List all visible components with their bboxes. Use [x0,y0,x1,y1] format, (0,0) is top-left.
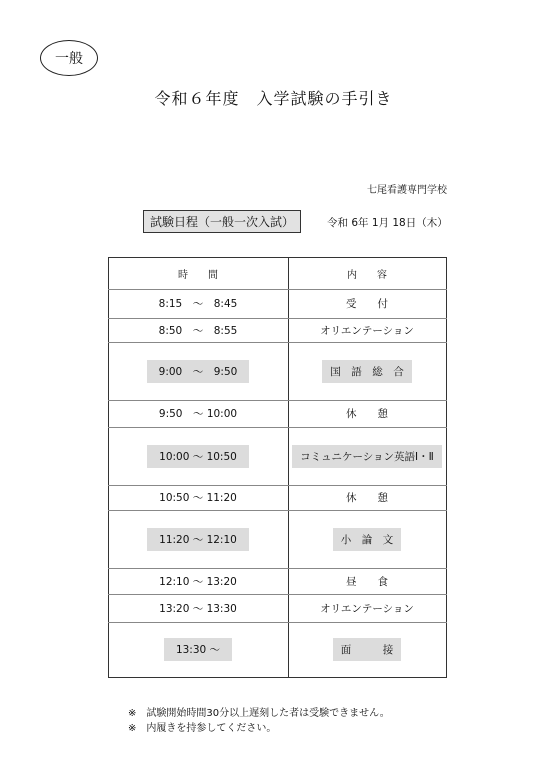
table-border-bottom [108,677,447,678]
content-text: 休 憩 [346,408,388,420]
time-text: 10:50 ～ 11:20 [159,492,237,504]
time-text: 9:50 ～ 10:00 [158,408,238,420]
time-text: 11:20 ～ 12:10 [147,528,249,551]
schedule-time [108,342,288,400]
content-text: 国 語 総 合 [322,360,412,383]
time-text: 13:20 ～ 13:30 [159,602,237,615]
schedule-content [288,568,446,594]
table-border-right [446,257,447,677]
schedule-content [288,342,446,400]
schedule-time [108,485,288,510]
schedule-time [108,427,288,485]
schedule-content [288,622,446,677]
note-line: ※ 試験開始時間30分以上遅刻した者は受験できません。 [128,708,390,719]
schedule-time [108,594,288,622]
time-text: 13:30 ～ [164,638,232,661]
schedule-content [288,594,446,622]
exam-date: 令和 6年 1月 18日（木） [327,217,448,229]
note-line: ※ 内履きを持参してください。 [128,723,277,734]
schedule-content [288,400,446,427]
content-text: 小 論 文 [333,528,402,551]
time-text: 8:15 ～ 8:45 [158,298,238,310]
schedule-content [288,289,446,318]
content-text: 昼 食 [346,575,388,588]
notes [128,706,390,736]
header-content: 内 容 [347,269,387,281]
content-text: 面 接 [333,638,402,661]
schedule-time [108,510,288,568]
schedule-content [288,510,446,568]
schedule-time [108,400,288,427]
school-name: 七尾看護専門学校 [367,185,447,196]
schedule-content [288,427,446,485]
schedule-time [108,289,288,318]
time-text: 12:10 ～ 13:20 [159,575,237,588]
category-badge: 一般 [40,40,98,76]
exam-schedule-label: 試験日程（一般一次入試） [143,210,301,233]
schedule-table [108,257,447,677]
content-text: 受 付 [346,298,388,310]
content-text: オリエンテーション [320,602,414,615]
page-title: 令和６年度 入学試験の手引き [154,89,393,108]
schedule-content [288,485,446,510]
schedule-time [108,318,288,342]
time-text: 8:50 ～ 8:55 [158,324,238,337]
content-text: 休 憩 [346,492,388,504]
time-text: 10:00 ～ 10:50 [147,445,249,468]
schedule-content [288,318,446,342]
schedule-time [108,622,288,677]
content-text: オリエンテーション [320,324,414,337]
schedule-time [108,568,288,594]
header-time: 時 間 [178,269,218,281]
time-text: 9:00 ～ 9:50 [147,360,250,383]
content-text: コミュニケーション英語Ⅰ・Ⅱ [292,445,442,468]
